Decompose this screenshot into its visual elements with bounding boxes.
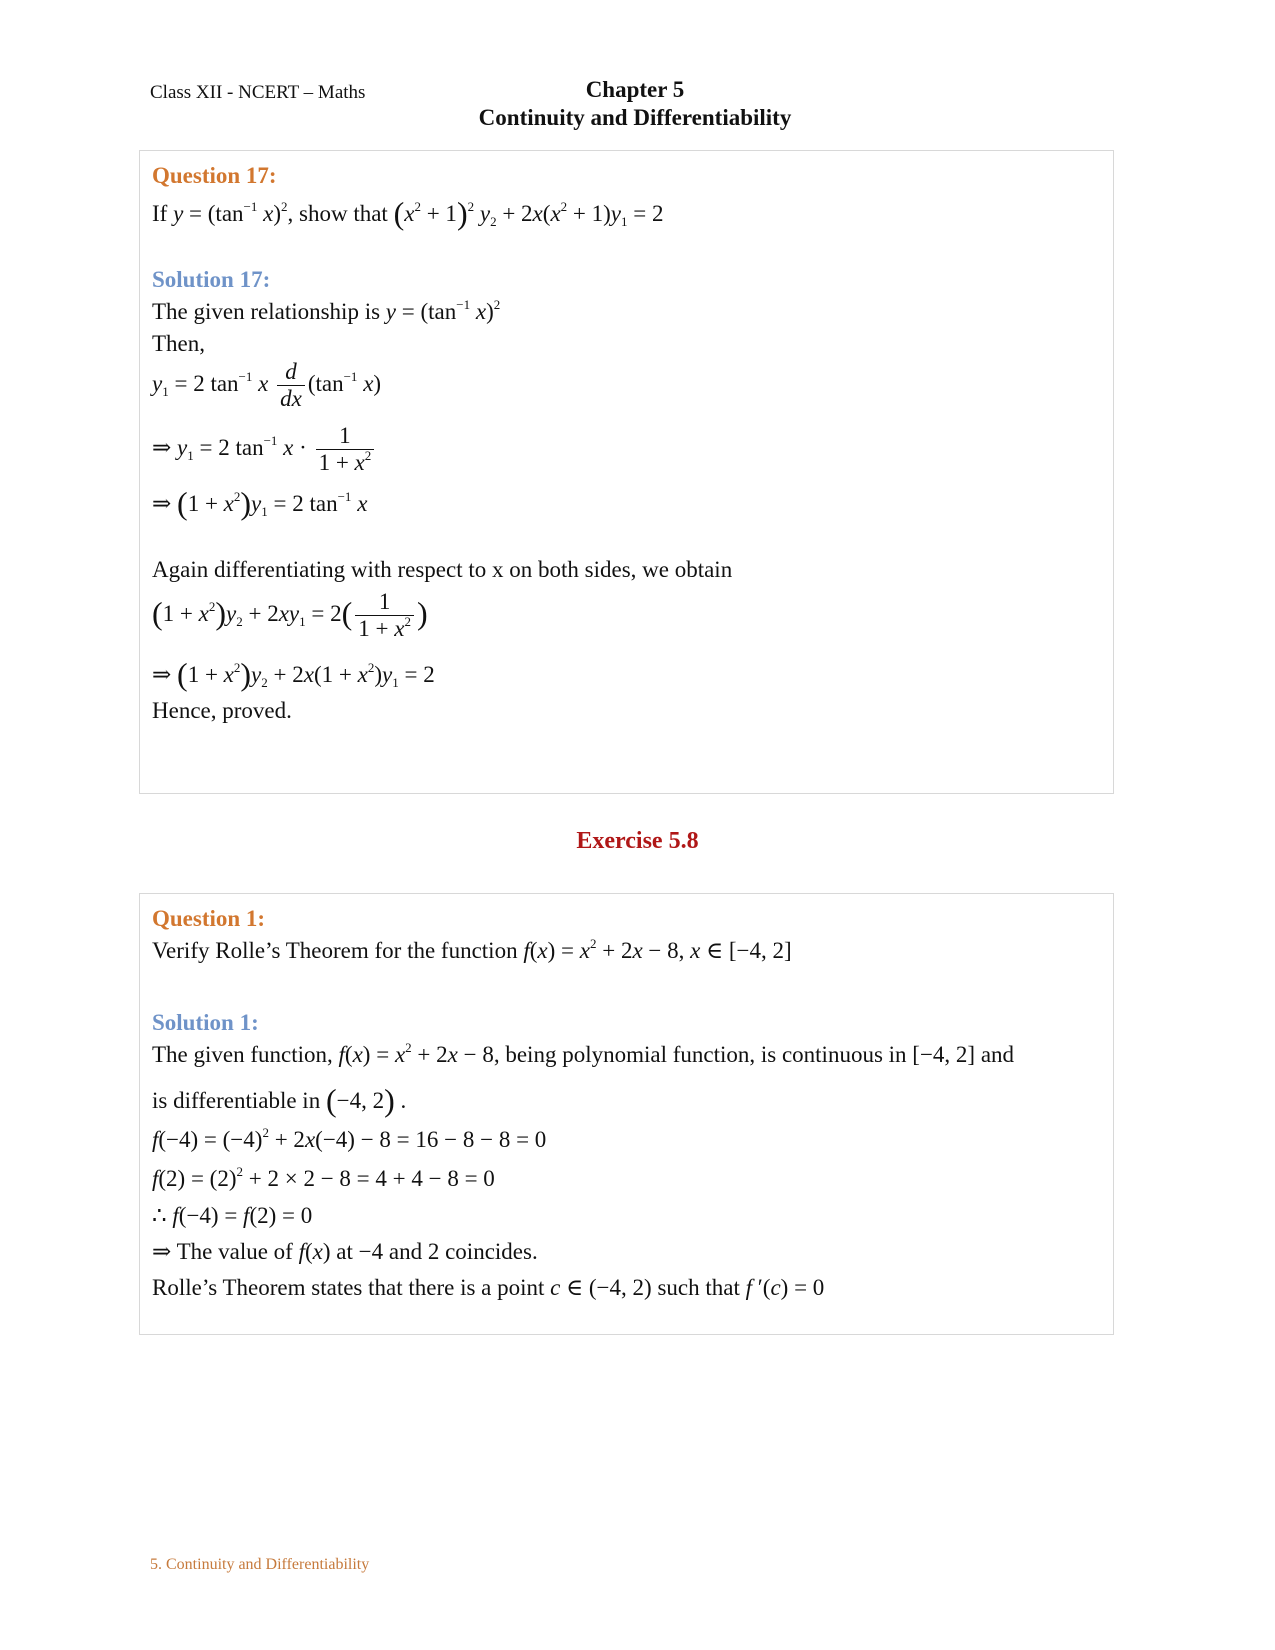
equation: $(1 + x^2)y_2 + 2xy_1 = 2$( $\frac{1}{1 + x^2}$ ) — [152, 589, 428, 641]
given-text: The given relationship is — [152, 299, 381, 324]
footer: 5. Continuity and Differentiability — [150, 1556, 370, 1573]
question-17-statement — [152, 195, 664, 232]
given-fn-text: The given function, — [152, 1042, 333, 1067]
chapter-number: Chapter 5 — [585, 77, 685, 102]
question-1-title: Question 1: — [152, 906, 266, 931]
equation: $f(x) = x^2 + 2x - 8$ — [338, 1040, 494, 1067]
equation: $y = (\tan^{-1}$ x)$^2$ — [173, 199, 288, 226]
equation: f ′(c) = 0 — [745, 1275, 825, 1300]
rolle-states-text: Rolle’s Theorem states that there is a point — [152, 1275, 545, 1300]
equation: $y_1 = 2$ $\tan^{-1} x$ $\frac{d}{dx}$ ($\tan^{-1}$ x) — [152, 359, 382, 411]
statement-text: Verify Rolle’s Theorem for the function — [152, 938, 518, 963]
equation: ⇒ $(1 + x^2)y_2 + 2x(1 + x^2)y_1 = 2$ — [152, 656, 435, 692]
given-function — [152, 1042, 1014, 1068]
exercise-title: Exercise 5.8 — [576, 828, 699, 854]
equation: $f(-4) = (-4)^2 + 2x(-4) - 8 = 16 - 8 - 8 = 0$ — [152, 1125, 547, 1152]
solution-1-title: Solution 1: — [152, 1010, 259, 1035]
again-text: Again differentiating with respect to x on both sides, we obtain — [152, 557, 733, 582]
equation: $f(2) = (2)^2 + 2 \times 2 - 8 = 4 + 4 - 8 = 0$ — [152, 1164, 495, 1191]
question-1-box — [139, 893, 1114, 1335]
equation: $f(x) = x^2 + 2x - 8$, x ∈ [−4, 2] — [523, 936, 792, 963]
chapter-title: Continuity and Differentiability — [478, 105, 792, 130]
equation: ⇒ $(1 + x^2)y_1 = 2$ $\tan^{-1} x$ — [152, 485, 368, 521]
equation: $(x^2 + 1)^2$ $y_2 + 2x(x^2 + 1)y_1 = 2$ — [393, 195, 664, 231]
solution-17-title: Solution 17: — [152, 267, 271, 292]
coincides-text: and 2 coincides. — [388, 1239, 538, 1264]
such-that-text: such that — [657, 1275, 740, 1300]
differentiable-line — [152, 1082, 406, 1119]
show-that-text: , show that — [287, 201, 388, 226]
equation: (−4, 2) . — [325, 1082, 407, 1118]
is-diff-text: is differentiable in — [152, 1088, 321, 1113]
value-coincides-line: ⇒ The value of f(x) at −4 and 2 coincides. — [152, 1239, 538, 1264]
equation: ∴ f(−4) = f(2) = 0 — [152, 1203, 313, 1228]
being-poly-text: , being polynomial function, is continuous in — [493, 1042, 907, 1067]
question-1-statement — [152, 938, 792, 964]
given-relationship — [152, 299, 500, 325]
header-left: Class XII - NCERT – Maths — [150, 82, 366, 103]
question-17-title: Question 17: — [152, 163, 277, 188]
hence-text: Hence, proved. — [152, 698, 292, 723]
if-word: If — [152, 201, 168, 226]
question-17-box — [139, 150, 1114, 794]
equation: ⇒ $y_1 = 2$ $\tan^{-1} x$ · $\frac{1}{1 + x^2}$ — [152, 423, 377, 476]
at-text: at — [336, 1239, 353, 1264]
equation: $y = (\tan^{-1}$ x)$^2$ — [385, 297, 501, 324]
equation: c ∈ (−4, 2) — [550, 1275, 652, 1300]
chapter-heading — [440, 76, 830, 132]
then-text: Then, — [152, 331, 206, 356]
rolle-statement-line — [152, 1275, 824, 1301]
and-text: and — [980, 1042, 1015, 1067]
equation: [−4, 2] — [912, 1042, 976, 1067]
value-of-text: The value of — [176, 1239, 293, 1264]
